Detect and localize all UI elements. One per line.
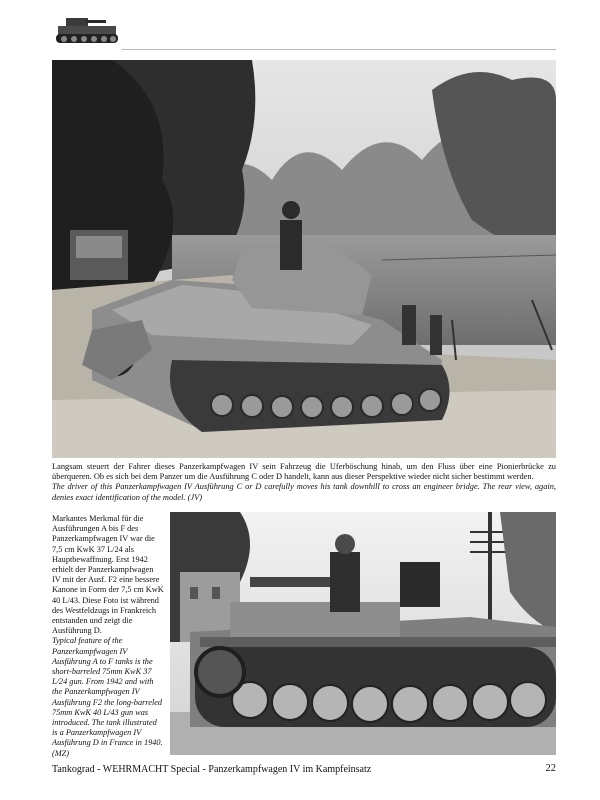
caption-german: Langsam steuert der Fahrer dieses Panzerkampfwagen IV sein Fahrzeug die Uferböschung hinab, um den Fluss über eine Pionierbrücke zu überqueren. Ob es sich bei dem Panzer um die Ausführung C oder D handelt, kann aus dieser Perspektive wieder nicht sicher bestimmt werden.	[52, 462, 556, 482]
page-number: 22	[545, 763, 556, 774]
caption-english: The driver of this Panzerkampfwagen IV Ausführung C or D carefully moves his tank downhill to cross an engineer bridge. The rear view, again, denies exact identification of the model. (JV)	[52, 482, 556, 502]
top-photograph	[52, 60, 556, 458]
side-caption-english: Typical feature of the Panzerkampfwagen IV Ausführung A to F tanks is the short-barreled 75mm KwK 37 L/24 gun. From 1942 and with the Panzerkampfwagen IV Ausführung F2 the long-barreled 75mm KwK 40 L/43 gun was introduced. The tank illustrated is a Panzerkampfwagen IV Ausführung D in France in 1940. (MZ)	[52, 636, 163, 758]
header-divider	[122, 49, 556, 50]
top-photo-caption	[52, 462, 556, 503]
bottom-photograph	[170, 512, 556, 755]
side-photo-caption	[52, 514, 164, 759]
side-caption-german: Markantes Merkmal für die Ausführungen A bis F des Panzerkampfwagen IV war die 7,5 cm KwK 37 L/24 als Hauptbewaffnung. Erst 1942 erhielt der Panzerkampfwagen IV mit der Ausf. F2 eine bessere Kanone in Form der 7,5 cm KwK 40 L/43. Diese Foto ist während des Westfeldzugs in Frankreich entstanden und zeigt die Ausführung D.	[52, 514, 164, 636]
footer-publication-title: Tankograd - WEHRMACHT Special - Panzerkampfwagen IV im Kampfeinsatz	[52, 764, 372, 775]
tank-logo-icon	[52, 8, 122, 48]
